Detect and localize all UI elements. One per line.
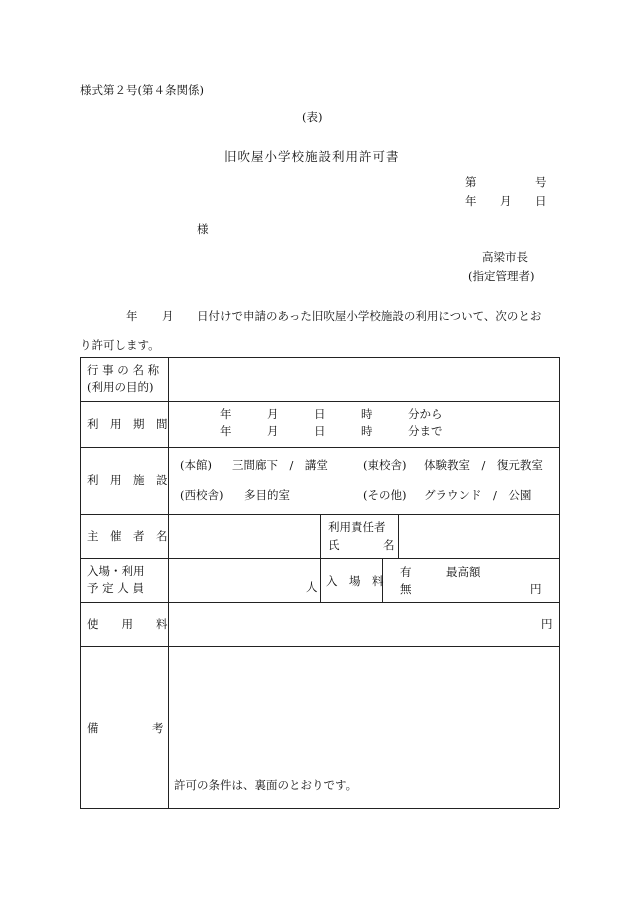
usage-fee-unit: 円	[541, 617, 553, 631]
facility-east: (東校舎)	[363, 458, 407, 472]
side-label: (表)	[302, 110, 323, 124]
responsible-name-b: 名	[383, 538, 395, 552]
responsible-label: 利用責任者	[328, 520, 386, 534]
period-from-day: 日	[314, 407, 326, 421]
intro-line2: り許可します。	[80, 338, 160, 352]
date-day: 日	[535, 194, 547, 208]
period-from-year: 年	[220, 407, 232, 421]
admission-no: 無	[400, 582, 412, 596]
period-from-hour: 時	[361, 407, 373, 421]
issuer-manager: (指定管理者)	[468, 269, 535, 283]
admission-label: 入 場 料	[326, 574, 384, 588]
organizer-label: 主 催 者 名	[87, 529, 168, 543]
attendance-label-2: 予 定 人 員	[87, 581, 144, 595]
remarks-note: 許可の条件は、裏面のとおりです。	[174, 778, 358, 792]
facility-other-items: グラウンド / 公園	[424, 488, 532, 502]
period-to-day: 日	[314, 424, 326, 438]
usage-fee-label: 使 用 料	[87, 617, 168, 631]
period-to-month: 月	[267, 424, 279, 438]
attendance-unit: 人	[306, 580, 318, 594]
period-to-year: 年	[220, 424, 232, 438]
period-to: 分まで	[408, 424, 443, 438]
addressee-suffix: 様	[197, 222, 209, 236]
event-purpose-label: (利用の目的)	[87, 380, 154, 394]
facility-west: (西校舎)	[180, 488, 224, 502]
period-from-month: 月	[267, 407, 279, 421]
admission-yes: 有	[400, 565, 412, 579]
remarks-label-a: 備	[87, 721, 99, 735]
admission-max: 最高額	[446, 565, 481, 579]
admission-unit: 円	[530, 582, 542, 596]
page-title: 旧吹屋小学校施設利用許可書	[224, 149, 400, 164]
intro-line1: 日付けで申請のあった旧吹屋小学校施設の利用について、次のとお	[197, 309, 542, 323]
facility-west-items: 多目的室	[244, 488, 290, 502]
facility-east-items: 体験教室 / 復元教室	[424, 458, 543, 472]
number-suffix: 号	[535, 175, 547, 189]
attendance-label: 入場・利用	[87, 564, 145, 578]
period-label: 利 用 期 間	[87, 417, 168, 431]
facility-label: 利 用 施 設	[87, 473, 168, 487]
period-to-hour: 時	[361, 424, 373, 438]
date-year: 年	[465, 194, 477, 208]
remarks-label-b: 考	[152, 721, 164, 735]
form-number: 様式第２号(第４条関係)	[80, 83, 204, 97]
intro-year: 年	[126, 309, 138, 323]
period-from: 分から	[408, 407, 443, 421]
issuer: 高梁市長	[482, 250, 528, 264]
facility-honkan-items: 三間廊下 / 講堂	[232, 458, 328, 472]
facility-honkan: (本館)	[180, 458, 212, 472]
number-prefix: 第	[465, 175, 477, 189]
responsible-name-a: 氏	[328, 538, 340, 552]
event-name-label: 行 事 の 名 称	[87, 363, 160, 377]
date-month: 月	[500, 194, 512, 208]
intro-month: 月	[162, 309, 174, 323]
facility-other: (その他)	[363, 488, 407, 502]
